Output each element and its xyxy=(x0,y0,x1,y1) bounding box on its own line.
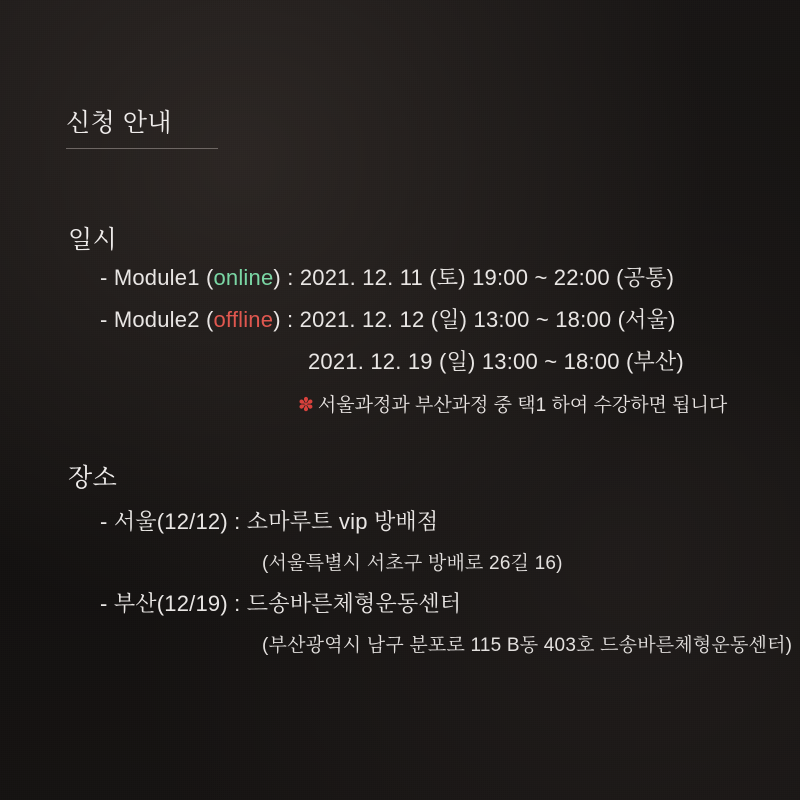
module1-prefix: - Module1 ( xyxy=(100,265,214,290)
schedule-module1-row xyxy=(100,261,674,292)
module2-prefix: - Module2 ( xyxy=(100,307,214,332)
section-label-date: 일시 xyxy=(68,226,118,254)
schedule-note-text: 서울과정과 부산과정 중 택1 하여 수강하면 됩니다 xyxy=(317,395,728,416)
venue-busan-row: - 부산(12/19) : 드송바른체형운동센터 xyxy=(100,591,462,616)
offline-tag: offline xyxy=(213,307,274,332)
venue-seoul-address: (서울특별시 서초구 방배로 26길 16) xyxy=(262,553,563,574)
online-tag: online xyxy=(213,265,274,290)
venue-busan-address: (부산광역시 남구 분포로 115 B동 403호 드송바른체형운동센터) xyxy=(262,635,793,656)
section-label-place: 장소 xyxy=(68,464,118,492)
schedule-module2-row xyxy=(100,303,676,334)
schedule-note xyxy=(298,390,727,417)
module2-suffix: ) : 2021. 12. 12 (일) 13:00 ~ 18:00 (서울) xyxy=(273,307,676,332)
venue-seoul-row: - 서울(12/12) : 소마루트 vip 방배점 xyxy=(100,509,439,534)
page-title: 신청 안내 xyxy=(66,109,173,137)
module1-suffix: ) : 2021. 12. 11 (토) 19:00 ~ 22:00 (공통) xyxy=(273,265,675,290)
asterisk-icon: ✽ xyxy=(298,395,314,416)
schedule-module2-busan-row: 2021. 12. 19 (일) 13:00 ~ 18:00 (부산) xyxy=(308,349,684,374)
title-underline xyxy=(66,148,218,149)
header xyxy=(66,108,218,149)
